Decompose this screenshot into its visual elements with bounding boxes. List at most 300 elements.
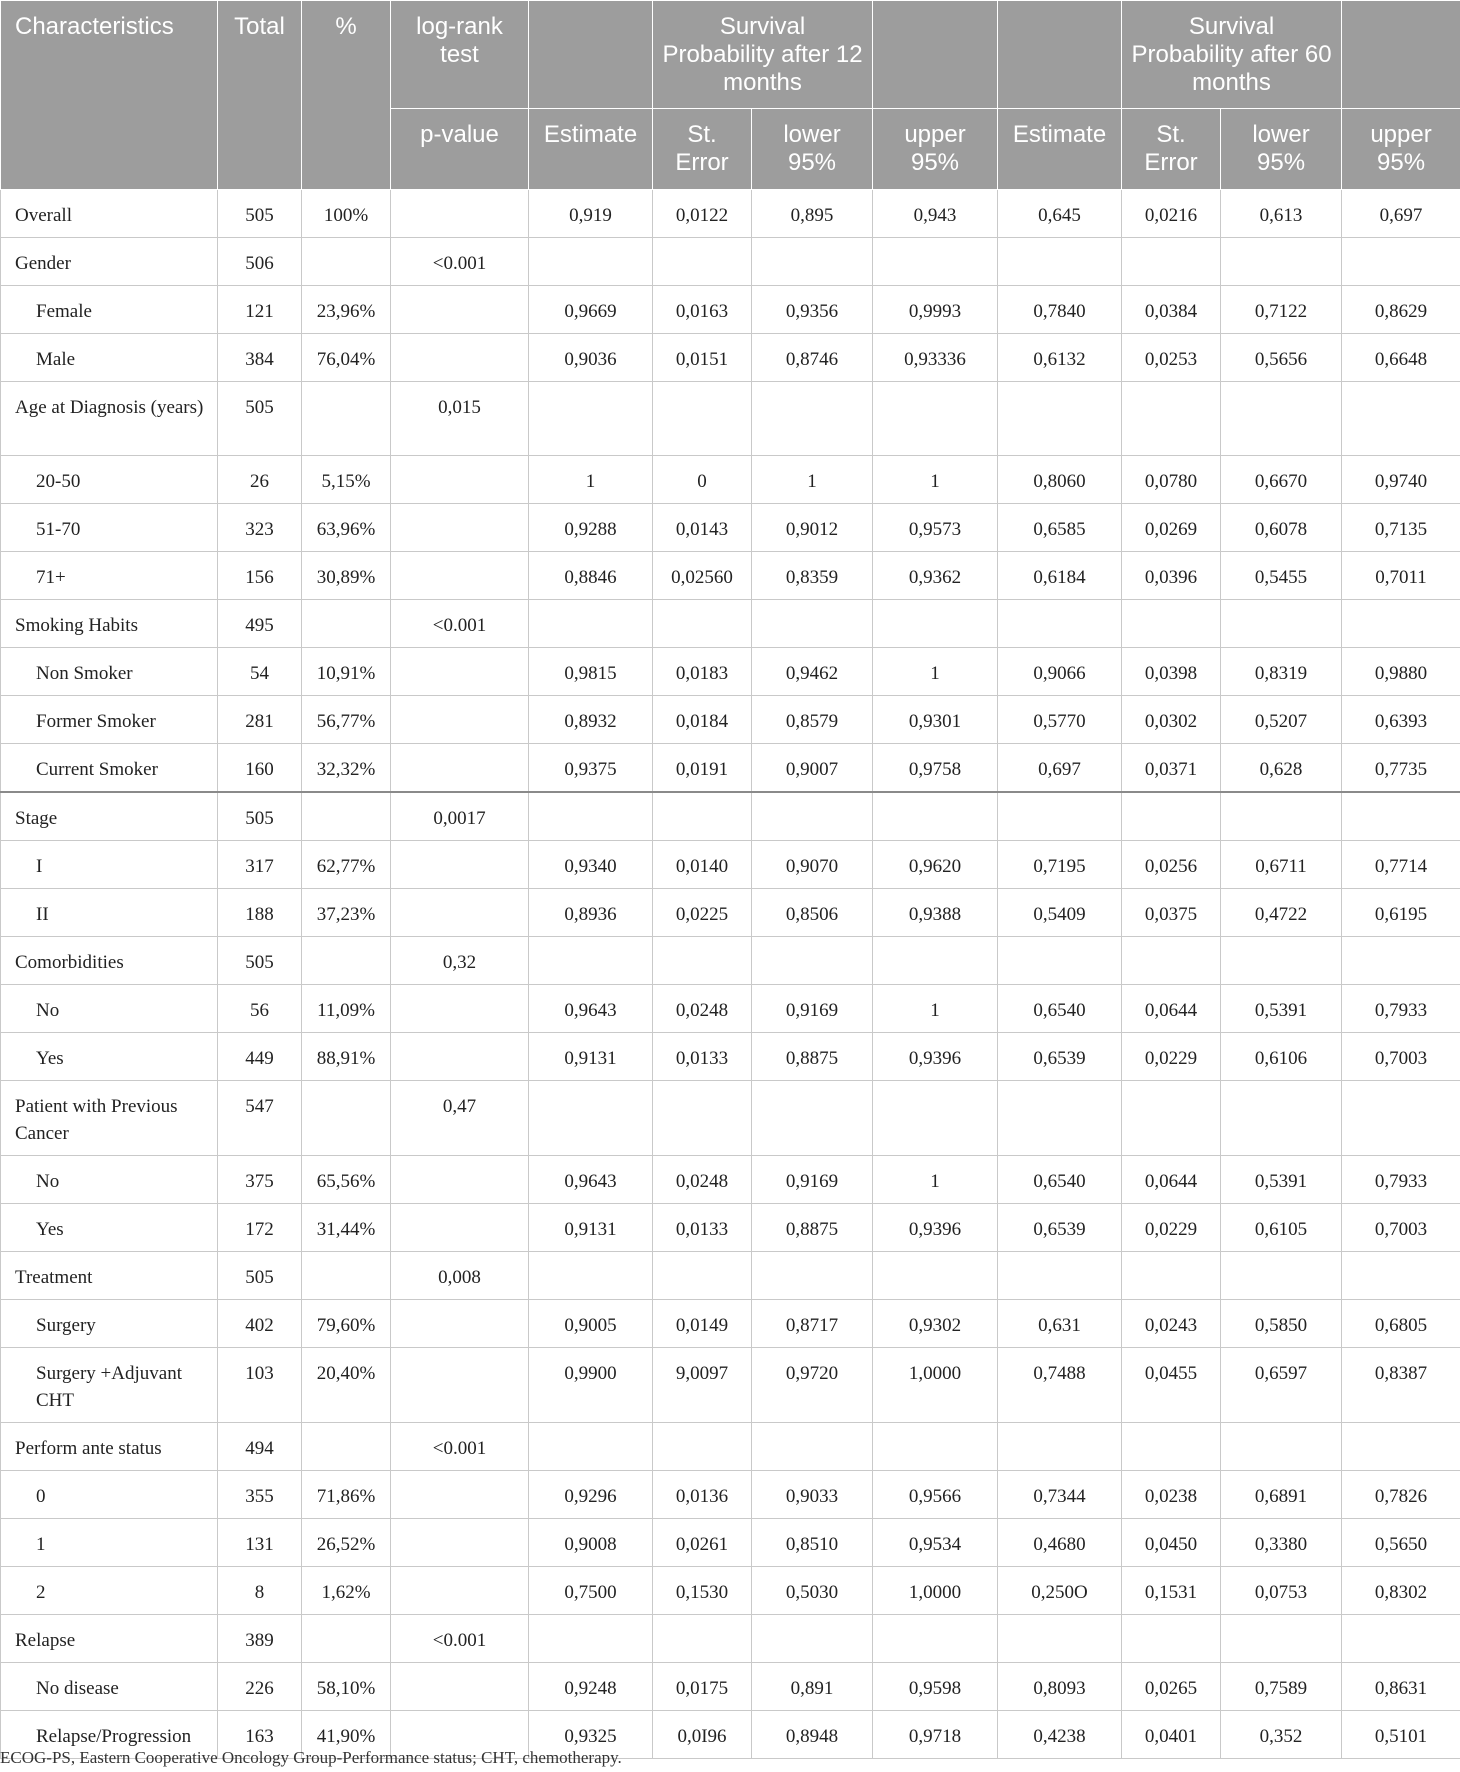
cell-st-error-60: 0,0256 — [1122, 841, 1221, 889]
cell-st-error-12: 0,0163 — [653, 286, 752, 334]
cell-upper95-12: 1,0000 — [873, 1348, 998, 1423]
cell-total: 281 — [218, 696, 302, 744]
cell-pvalue — [391, 1204, 529, 1252]
cell-lower95-12: 0,895 — [752, 190, 873, 238]
cell-percent: 31,44% — [302, 1204, 391, 1252]
cell-pvalue — [391, 1348, 529, 1423]
cell-characteristic: Current Smoker — [1, 744, 218, 793]
cell-estimate-12: 0,9005 — [529, 1300, 653, 1348]
cell-percent: 41,90% — [302, 1711, 391, 1759]
cell-total: 495 — [218, 600, 302, 648]
cell-st-error-60 — [1122, 792, 1221, 841]
cell-lower95-60 — [1221, 382, 1342, 456]
cell-estimate-12: 0,9036 — [529, 334, 653, 382]
cell-lower95-12: 0,891 — [752, 1663, 873, 1711]
table-body — [1, 190, 1460, 1759]
table-row — [1, 1519, 1460, 1567]
cell-estimate-60 — [998, 1615, 1122, 1663]
cell-lower95-12: 0,9012 — [752, 504, 873, 552]
cell-characteristic: 51-70 — [1, 504, 218, 552]
cell-characteristic: Relapse — [1, 1615, 218, 1663]
cell-lower95-12: 0,8506 — [752, 889, 873, 937]
cell-total: 355 — [218, 1471, 302, 1519]
cell-estimate-60: 0,6184 — [998, 552, 1122, 600]
cell-percent — [302, 382, 391, 456]
cell-characteristic: II — [1, 889, 218, 937]
cell-st-error-12: 0,0184 — [653, 696, 752, 744]
cell-upper95-12: 1,0000 — [873, 1567, 998, 1615]
cell-characteristic: Surgery — [1, 1300, 218, 1348]
cell-lower95-12 — [752, 238, 873, 286]
cell-characteristic: Male — [1, 334, 218, 382]
cell-lower95-12: 0,9007 — [752, 744, 873, 793]
cell-total: 505 — [218, 937, 302, 985]
header-blank-12b — [873, 1, 998, 109]
header-upper95-60: upper 95% — [1342, 109, 1460, 190]
cell-lower95-12: 0,9169 — [752, 985, 873, 1033]
cell-upper95-12: 0,9396 — [873, 1033, 998, 1081]
cell-pvalue: <0.001 — [391, 1423, 529, 1471]
cell-upper95-60: 0,7933 — [1342, 985, 1460, 1033]
cell-upper95-12 — [873, 1252, 998, 1300]
cell-percent: 32,32% — [302, 744, 391, 793]
cell-estimate-60: 0,9066 — [998, 648, 1122, 696]
cell-upper95-12: 1 — [873, 985, 998, 1033]
cell-upper95-60 — [1342, 1615, 1460, 1663]
cell-upper95-12 — [873, 600, 998, 648]
cell-total: 26 — [218, 456, 302, 504]
cell-pvalue — [391, 744, 529, 793]
cell-upper95-12: 0,9302 — [873, 1300, 998, 1348]
header-percent: % — [302, 1, 391, 190]
cell-total: 505 — [218, 190, 302, 238]
cell-percent: 79,60% — [302, 1300, 391, 1348]
cell-estimate-12: 0,9375 — [529, 744, 653, 793]
cell-upper95-60: 0,5101 — [1342, 1711, 1460, 1759]
cell-upper95-12 — [873, 382, 998, 456]
cell-estimate-60: 0,6539 — [998, 1204, 1122, 1252]
table-row — [1, 1567, 1460, 1615]
header-st-error-12: St. Error — [653, 109, 752, 190]
cell-upper95-12: 0,9534 — [873, 1519, 998, 1567]
cell-st-error-60: 0,0302 — [1122, 696, 1221, 744]
cell-lower95-60: 0,4722 — [1221, 889, 1342, 937]
header-total: Total — [218, 1, 302, 190]
cell-st-error-12 — [653, 1423, 752, 1471]
cell-pvalue — [391, 552, 529, 600]
table-row — [1, 985, 1460, 1033]
cell-st-error-12 — [653, 1615, 752, 1663]
cell-total: 375 — [218, 1156, 302, 1204]
cell-upper95-12 — [873, 937, 998, 985]
cell-st-error-60: 0,0780 — [1122, 456, 1221, 504]
cell-upper95-12 — [873, 238, 998, 286]
cell-st-error-12 — [653, 238, 752, 286]
header-lower95-12: lower 95% — [752, 109, 873, 190]
cell-percent: 71,86% — [302, 1471, 391, 1519]
cell-pvalue: <0.001 — [391, 600, 529, 648]
cell-estimate-12: 0,8936 — [529, 889, 653, 937]
cell-pvalue — [391, 334, 529, 382]
table-row — [1, 648, 1460, 696]
table-row — [1, 456, 1460, 504]
cell-upper95-60 — [1342, 1252, 1460, 1300]
cell-pvalue: 0,015 — [391, 382, 529, 456]
table-row — [1, 1348, 1460, 1423]
cell-lower95-12: 0,5030 — [752, 1567, 873, 1615]
cell-estimate-60: 0,697 — [998, 744, 1122, 793]
cell-st-error-12: 0,0261 — [653, 1519, 752, 1567]
cell-estimate-12: 0,9248 — [529, 1663, 653, 1711]
cell-pvalue — [391, 1567, 529, 1615]
cell-estimate-60: 0,7488 — [998, 1348, 1122, 1423]
cell-percent: 76,04% — [302, 334, 391, 382]
cell-lower95-60: 0,5391 — [1221, 985, 1342, 1033]
cell-estimate-12: 0,9669 — [529, 286, 653, 334]
table-row — [1, 1204, 1460, 1252]
cell-lower95-60 — [1221, 1615, 1342, 1663]
cell-lower95-60: 0,6078 — [1221, 504, 1342, 552]
cell-estimate-12: 0,9008 — [529, 1519, 653, 1567]
cell-characteristic: Female — [1, 286, 218, 334]
cell-upper95-12 — [873, 1423, 998, 1471]
cell-estimate-12: 0,9131 — [529, 1033, 653, 1081]
cell-characteristic: I — [1, 841, 218, 889]
cell-lower95-60: 0,6597 — [1221, 1348, 1342, 1423]
header-upper95-12: upper 95% — [873, 109, 998, 190]
cell-percent: 65,56% — [302, 1156, 391, 1204]
table-header — [1, 1, 1460, 190]
cell-upper95-12 — [873, 1615, 998, 1663]
cell-lower95-12: 0,8579 — [752, 696, 873, 744]
cell-estimate-60 — [998, 600, 1122, 648]
cell-estimate-60 — [998, 1252, 1122, 1300]
cell-total: 54 — [218, 648, 302, 696]
cell-estimate-60: 0,8093 — [998, 1663, 1122, 1711]
cell-st-error-60 — [1122, 1615, 1221, 1663]
header-pvalue: p-value — [391, 109, 529, 190]
cell-lower95-12: 1 — [752, 456, 873, 504]
cell-lower95-12: 0,8875 — [752, 1033, 873, 1081]
cell-lower95-12: 0,8510 — [752, 1519, 873, 1567]
header-group-60-months: Survival Probability after 60 months — [1122, 1, 1342, 109]
cell-total: 226 — [218, 1663, 302, 1711]
cell-pvalue: <0.001 — [391, 238, 529, 286]
cell-upper95-12: 0,9993 — [873, 286, 998, 334]
cell-estimate-60: 0,4680 — [998, 1519, 1122, 1567]
cell-characteristic: 2 — [1, 1567, 218, 1615]
cell-upper95-60 — [1342, 792, 1460, 841]
cell-characteristic: 0 — [1, 1471, 218, 1519]
cell-estimate-60: 0,645 — [998, 190, 1122, 238]
cell-st-error-12: 0,0133 — [653, 1033, 752, 1081]
cell-upper95-12: 0,9598 — [873, 1663, 998, 1711]
cell-estimate-60 — [998, 1081, 1122, 1156]
cell-st-error-12 — [653, 792, 752, 841]
cell-total: 547 — [218, 1081, 302, 1156]
cell-st-error-12: 0,0175 — [653, 1663, 752, 1711]
cell-upper95-60: 0,6393 — [1342, 696, 1460, 744]
cell-percent — [302, 937, 391, 985]
cell-estimate-12: 0,9643 — [529, 1156, 653, 1204]
cell-pvalue: <0.001 — [391, 1615, 529, 1663]
cell-upper95-60: 0,5650 — [1342, 1519, 1460, 1567]
cell-lower95-60 — [1221, 937, 1342, 985]
cell-st-error-60: 0,0229 — [1122, 1204, 1221, 1252]
table-row — [1, 552, 1460, 600]
cell-st-error-60: 0,0644 — [1122, 1156, 1221, 1204]
cell-upper95-60: 0,8631 — [1342, 1663, 1460, 1711]
cell-characteristic: Gender — [1, 238, 218, 286]
cell-upper95-60: 0,7003 — [1342, 1204, 1460, 1252]
table-row — [1, 1300, 1460, 1348]
cell-upper95-60: 0,7714 — [1342, 841, 1460, 889]
cell-estimate-12 — [529, 600, 653, 648]
cell-upper95-60: 0,8387 — [1342, 1348, 1460, 1423]
cell-upper95-12 — [873, 792, 998, 841]
cell-percent: 100% — [302, 190, 391, 238]
cell-estimate-12: 0,9288 — [529, 504, 653, 552]
cell-estimate-12: 0,9815 — [529, 648, 653, 696]
cell-st-error-60: 0,0238 — [1122, 1471, 1221, 1519]
table-row — [1, 1081, 1460, 1156]
cell-st-error-60 — [1122, 600, 1221, 648]
cell-percent — [302, 600, 391, 648]
cell-st-error-12: 0,0151 — [653, 334, 752, 382]
cell-upper95-60: 0,697 — [1342, 190, 1460, 238]
cell-st-error-60 — [1122, 1252, 1221, 1300]
cell-percent — [302, 792, 391, 841]
cell-lower95-60: 0,6105 — [1221, 1204, 1342, 1252]
cell-estimate-12: 0,9900 — [529, 1348, 653, 1423]
cell-upper95-12: 0,9620 — [873, 841, 998, 889]
cell-pvalue: 0,47 — [391, 1081, 529, 1156]
cell-st-error-60: 0,0265 — [1122, 1663, 1221, 1711]
table-row — [1, 1471, 1460, 1519]
cell-lower95-12 — [752, 937, 873, 985]
cell-upper95-12: 0,9362 — [873, 552, 998, 600]
cell-percent — [302, 238, 391, 286]
cell-pvalue: 0,32 — [391, 937, 529, 985]
cell-lower95-60: 0,8319 — [1221, 648, 1342, 696]
cell-upper95-60: 0,8629 — [1342, 286, 1460, 334]
cell-st-error-60: 0,1531 — [1122, 1567, 1221, 1615]
header-group-12-months: Survival Probability after 12 months — [653, 1, 873, 109]
cell-st-error-60 — [1122, 937, 1221, 985]
header-blank-60b — [1342, 1, 1460, 109]
cell-total: 389 — [218, 1615, 302, 1663]
cell-st-error-12: 0,0133 — [653, 1204, 752, 1252]
cell-total: 103 — [218, 1348, 302, 1423]
cell-upper95-60: 0,7135 — [1342, 504, 1460, 552]
cell-percent: 20,40% — [302, 1348, 391, 1423]
cell-st-error-60: 0,0450 — [1122, 1519, 1221, 1567]
cell-upper95-60: 0,7933 — [1342, 1156, 1460, 1204]
cell-characteristic: Overall — [1, 190, 218, 238]
cell-estimate-12 — [529, 1252, 653, 1300]
cell-percent — [302, 1423, 391, 1471]
cell-characteristic: Perform ante status — [1, 1423, 218, 1471]
cell-characteristic: No disease — [1, 1663, 218, 1711]
cell-st-error-12: 0,1530 — [653, 1567, 752, 1615]
cell-total: 384 — [218, 334, 302, 382]
cell-estimate-60: 0,6585 — [998, 504, 1122, 552]
cell-upper95-12: 0,9573 — [873, 504, 998, 552]
cell-estimate-12: 0,9643 — [529, 985, 653, 1033]
table-row — [1, 190, 1460, 238]
cell-upper95-12: 0,9758 — [873, 744, 998, 793]
cell-st-error-60 — [1122, 1081, 1221, 1156]
header-lower95-60: lower 95% — [1221, 109, 1342, 190]
cell-upper95-60 — [1342, 1081, 1460, 1156]
table-row — [1, 744, 1460, 793]
cell-pvalue — [391, 1519, 529, 1567]
cell-upper95-12: 1 — [873, 1156, 998, 1204]
cell-total: 402 — [218, 1300, 302, 1348]
cell-pvalue — [391, 1663, 529, 1711]
cell-st-error-12: 0,0I96 — [653, 1711, 752, 1759]
cell-upper95-60 — [1342, 1423, 1460, 1471]
cell-lower95-12 — [752, 382, 873, 456]
cell-percent: 37,23% — [302, 889, 391, 937]
cell-percent: 10,91% — [302, 648, 391, 696]
cell-pvalue — [391, 1156, 529, 1204]
cell-lower95-12 — [752, 792, 873, 841]
table-row — [1, 841, 1460, 889]
cell-lower95-60: 0,7589 — [1221, 1663, 1342, 1711]
cell-lower95-12: 0,9462 — [752, 648, 873, 696]
cell-upper95-12: 0,943 — [873, 190, 998, 238]
header-estimate-60: Estimate — [998, 109, 1122, 190]
cell-estimate-60 — [998, 937, 1122, 985]
table-row — [1, 286, 1460, 334]
cell-upper95-12: 0,9718 — [873, 1711, 998, 1759]
cell-st-error-60: 0,0371 — [1122, 744, 1221, 793]
table-row — [1, 334, 1460, 382]
cell-total: 506 — [218, 238, 302, 286]
cell-lower95-12 — [752, 1081, 873, 1156]
cell-lower95-60: 0,0753 — [1221, 1567, 1342, 1615]
cell-st-error-60: 0,0401 — [1122, 1711, 1221, 1759]
cell-lower95-60 — [1221, 1081, 1342, 1156]
header-characteristics: Characteristics — [1, 1, 218, 190]
cell-lower95-60: 0,3380 — [1221, 1519, 1342, 1567]
cell-upper95-60: 0,8302 — [1342, 1567, 1460, 1615]
table-row — [1, 1423, 1460, 1471]
cell-characteristic: Stage — [1, 792, 218, 841]
cell-estimate-12 — [529, 1615, 653, 1663]
cell-estimate-12: 0,9131 — [529, 1204, 653, 1252]
table-row — [1, 382, 1460, 456]
cell-st-error-60: 0,0398 — [1122, 648, 1221, 696]
cell-lower95-60: 0,6670 — [1221, 456, 1342, 504]
cell-estimate-12 — [529, 937, 653, 985]
cell-lower95-12: 0,9033 — [752, 1471, 873, 1519]
header-logrank: log-rank test — [391, 1, 529, 109]
cell-st-error-60: 0,0269 — [1122, 504, 1221, 552]
cell-upper95-60 — [1342, 600, 1460, 648]
cell-st-error-12 — [653, 937, 752, 985]
cell-st-error-60 — [1122, 382, 1221, 456]
cell-total: 323 — [218, 504, 302, 552]
cell-characteristic: Comorbidities — [1, 937, 218, 985]
cell-estimate-60: 0,6539 — [998, 1033, 1122, 1081]
cell-total: 172 — [218, 1204, 302, 1252]
table-row — [1, 1033, 1460, 1081]
table-row — [1, 238, 1460, 286]
cell-st-error-12: 0,0122 — [653, 190, 752, 238]
cell-st-error-60: 0,0243 — [1122, 1300, 1221, 1348]
cell-percent — [302, 1615, 391, 1663]
cell-lower95-60: 0,5455 — [1221, 552, 1342, 600]
cell-total: 131 — [218, 1519, 302, 1567]
cell-st-error-60: 0,0455 — [1122, 1348, 1221, 1423]
cell-characteristic: Former Smoker — [1, 696, 218, 744]
cell-characteristic: Age at Diagnosis (years) — [1, 382, 218, 456]
header-st-error-60: St. Error — [1122, 109, 1221, 190]
cell-st-error-12: 9,0097 — [653, 1348, 752, 1423]
cell-lower95-12 — [752, 1423, 873, 1471]
cell-lower95-60 — [1221, 792, 1342, 841]
cell-st-error-60: 0,0396 — [1122, 552, 1221, 600]
cell-total: 505 — [218, 1252, 302, 1300]
cell-pvalue — [391, 504, 529, 552]
cell-estimate-60: 0,8060 — [998, 456, 1122, 504]
cell-st-error-60: 0,0375 — [1122, 889, 1221, 937]
cell-upper95-60: 0,6805 — [1342, 1300, 1460, 1348]
cell-characteristic: No — [1, 1156, 218, 1204]
cell-percent: 56,77% — [302, 696, 391, 744]
cell-lower95-12: 0,8948 — [752, 1711, 873, 1759]
cell-characteristic: Yes — [1, 1204, 218, 1252]
cell-st-error-12: 0,0225 — [653, 889, 752, 937]
cell-percent: 5,15% — [302, 456, 391, 504]
cell-st-error-12 — [653, 382, 752, 456]
cell-st-error-12: 0,0191 — [653, 744, 752, 793]
cell-estimate-60 — [998, 1423, 1122, 1471]
cell-total: 163 — [218, 1711, 302, 1759]
header-blank-12a — [529, 1, 653, 109]
cell-pvalue — [391, 1471, 529, 1519]
cell-estimate-12: 0,919 — [529, 190, 653, 238]
cell-upper95-12: 0,9566 — [873, 1471, 998, 1519]
cell-upper95-60: 0,7735 — [1342, 744, 1460, 793]
cell-percent: 1,62% — [302, 1567, 391, 1615]
cell-st-error-12 — [653, 600, 752, 648]
cell-characteristic: Non Smoker — [1, 648, 218, 696]
cell-percent: 11,09% — [302, 985, 391, 1033]
cell-st-error-60 — [1122, 238, 1221, 286]
cell-upper95-12 — [873, 1081, 998, 1156]
cell-pvalue — [391, 1300, 529, 1348]
cell-estimate-60: 0,250O — [998, 1567, 1122, 1615]
cell-total: 505 — [218, 382, 302, 456]
cell-pvalue — [391, 190, 529, 238]
table-row — [1, 504, 1460, 552]
cell-lower95-12: 0,9356 — [752, 286, 873, 334]
cell-lower95-60 — [1221, 1423, 1342, 1471]
cell-estimate-12: 0,8846 — [529, 552, 653, 600]
cell-percent — [302, 1252, 391, 1300]
cell-estimate-12: 1 — [529, 456, 653, 504]
cell-characteristic: No — [1, 985, 218, 1033]
cell-estimate-60: 0,7344 — [998, 1471, 1122, 1519]
cell-lower95-60: 0,5656 — [1221, 334, 1342, 382]
cell-estimate-60: 0,6540 — [998, 1156, 1122, 1204]
table-row — [1, 696, 1460, 744]
cell-characteristic: Yes — [1, 1033, 218, 1081]
cell-characteristic: Smoking Habits — [1, 600, 218, 648]
